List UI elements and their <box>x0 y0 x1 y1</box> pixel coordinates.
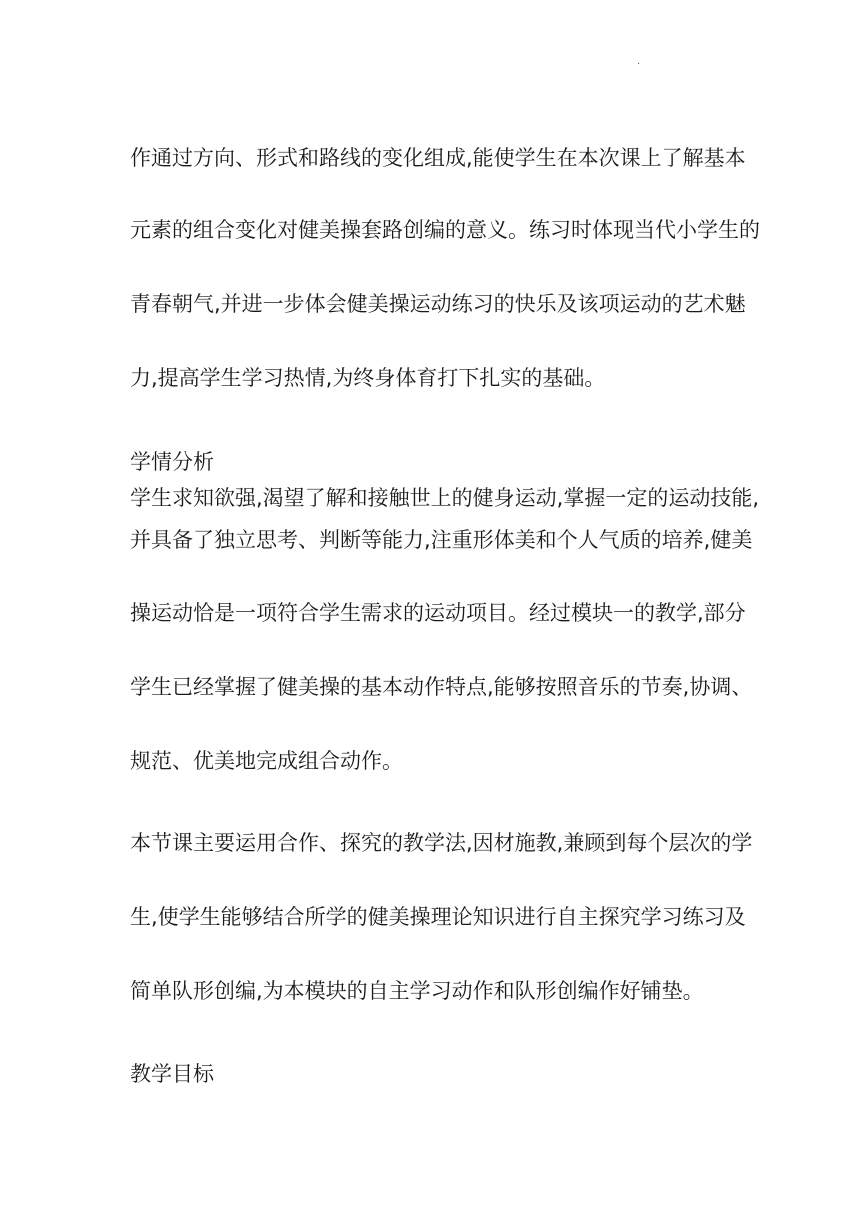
paragraph-line-8: 学生已经掌握了健美操的基本动作特点,能够按照音乐的节奏,协调、 <box>130 675 753 699</box>
paragraph-line-10: 本节课主要运用合作、探究的教学法,因材施教,兼顾到每个层次的学 <box>130 831 753 855</box>
paragraph-line-3: 青春朝气,并进一步体会健美操运动练习的快乐及该项运动的艺术魅 <box>130 292 746 316</box>
paragraph-line-9: 规范、优美地完成组合动作。 <box>130 749 403 773</box>
section-heading-teaching-goals: 教学目标 <box>130 1062 214 1086</box>
section-heading-student-analysis: 学情分析 <box>130 450 214 474</box>
paragraph-line-2: 元素的组合变化对健美操套路创编的意义。练习时体现当代小学生的 <box>130 218 760 242</box>
corner-mark: . <box>637 56 641 67</box>
paragraph-line-7: 操运动恰是一项符合学生需求的运动项目。经过模块一的教学,部分 <box>130 601 746 625</box>
paragraph-line-4: 力,提高学生学习热情,为终身体育打下扎实的基础。 <box>130 366 606 390</box>
paragraph-line-6: 并具备了独立思考、判断等能力,注重形体美和个人气质的培养,健美 <box>130 528 753 552</box>
paragraph-line-11: 生,使学生能够结合所学的健美操理论知识进行自主探究学习练习及 <box>130 905 746 929</box>
paragraph-line-12: 简单队形创编,为本模块的自主学习动作和队形创编作好铺垫。 <box>130 979 704 1003</box>
paragraph-line-1: 作通过方向、形式和路线的变化组成,能使学生在本次课上了解基本 <box>130 146 746 170</box>
paragraph-line-5: 学生求知欲强,渴望了解和接触世上的健身运动,掌握一定的运动技能, <box>130 486 760 510</box>
